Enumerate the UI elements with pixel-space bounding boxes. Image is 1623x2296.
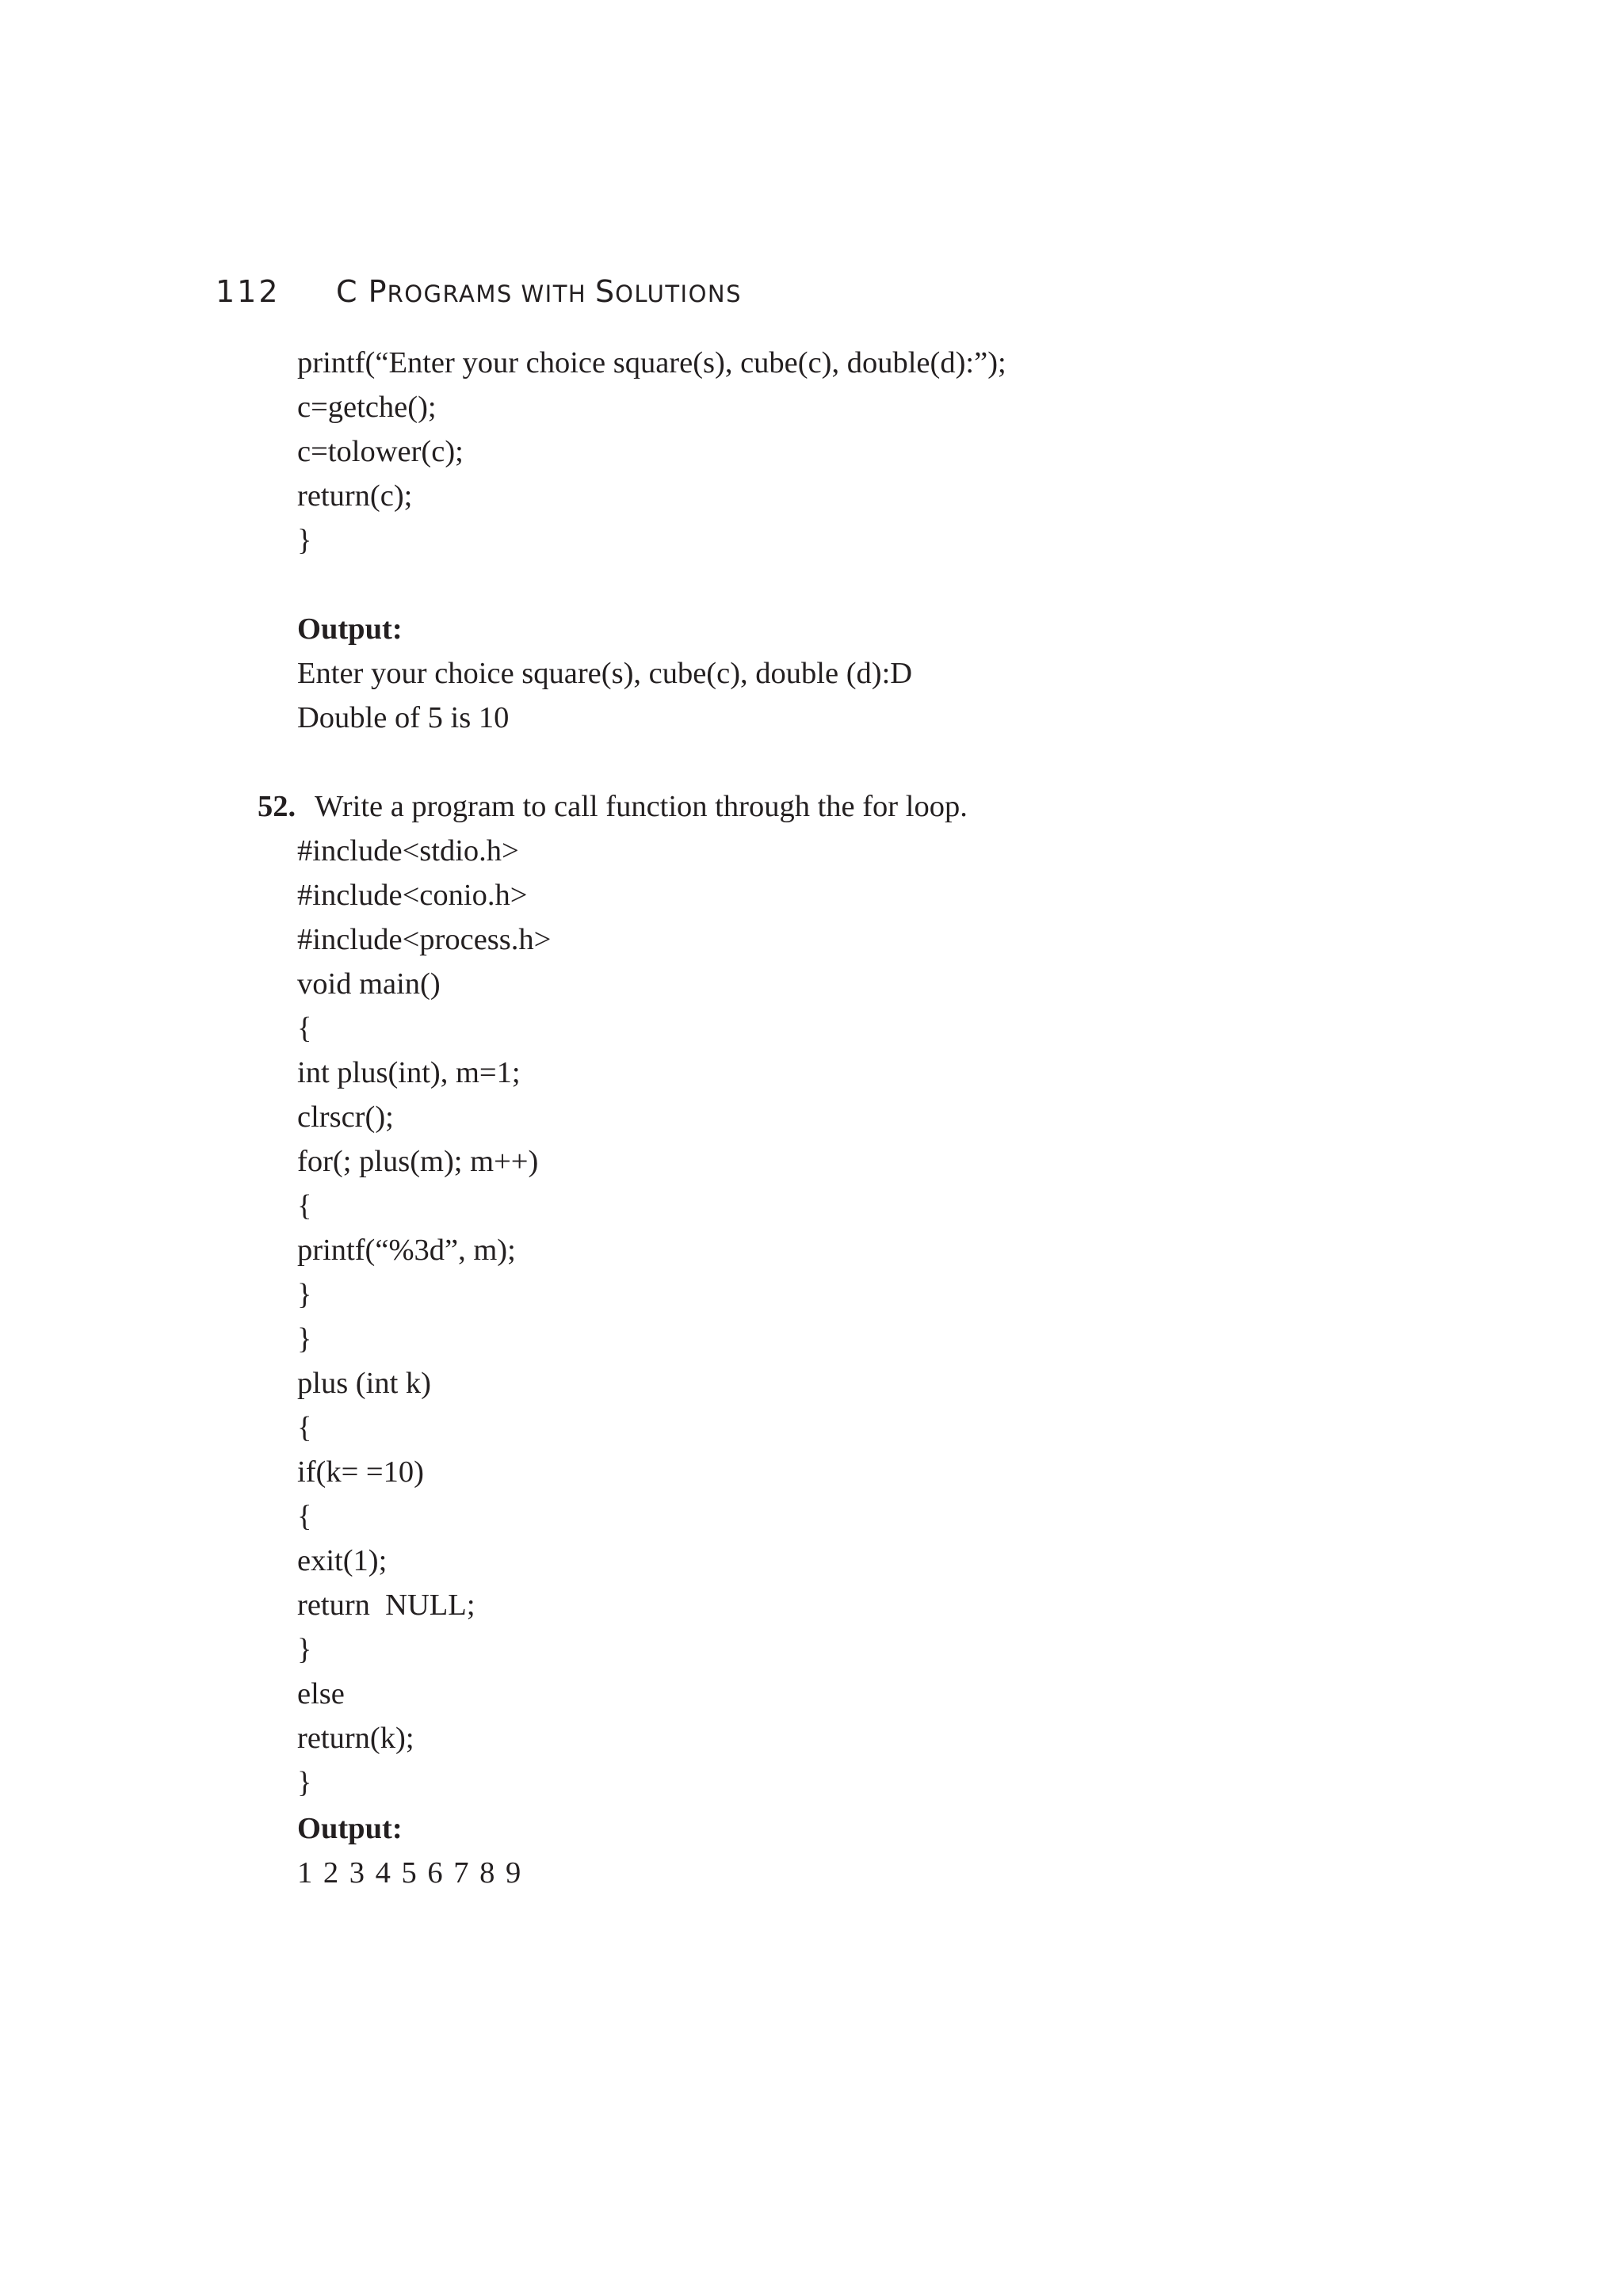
code-line: c=tolower(c);	[297, 435, 464, 468]
code-line: }	[297, 1322, 312, 1356]
code-block-52	[297, 829, 551, 1805]
book-title-part: S	[594, 274, 616, 309]
code-line: int plus(int), m=1;	[297, 1056, 521, 1089]
code-line: if(k= =10)	[297, 1455, 424, 1489]
book-title-part: ROGRAMS WITH	[387, 280, 595, 307]
book-title-part: C	[336, 274, 358, 309]
code-line: else	[297, 1677, 345, 1711]
code-line: #include<conio.h>	[297, 879, 528, 912]
code-line: return NULL;	[297, 1589, 475, 1622]
code-line: #include<process.h>	[297, 923, 552, 956]
book-title-part: P	[368, 274, 388, 309]
code-line: }	[297, 1633, 312, 1666]
code-line: }	[297, 1766, 312, 1799]
code-line: return(c);	[297, 479, 413, 513]
code-line: plus (int k)	[297, 1367, 431, 1400]
output-block-2	[297, 1806, 522, 1895]
output-heading: Output:	[297, 1812, 403, 1845]
book-title-part: OLUTIONS	[615, 280, 743, 307]
code-line: {	[297, 1500, 312, 1533]
output-line: Double of 5 is 10	[297, 701, 510, 734]
code-line: }	[297, 1278, 312, 1311]
code-line: {	[297, 1411, 312, 1444]
code-line: clrscr();	[297, 1100, 394, 1134]
code-line: void main()	[297, 967, 441, 1001]
code-line: return(k);	[297, 1722, 414, 1755]
code-line: #include<stdio.h>	[297, 834, 519, 868]
code-line: printf(“%3d”, m);	[297, 1234, 516, 1267]
code-line: {	[297, 1012, 312, 1045]
code-line: printf(“Enter your choice square(s), cube(c), double(d):”);	[297, 346, 1006, 379]
code-block-continued	[297, 341, 1006, 563]
output-line: Enter your choice square(s), cube(c), double (d):D	[297, 657, 913, 690]
book-title	[336, 274, 742, 309]
question-number: 52.	[258, 790, 296, 823]
output-line: 1 2 3 4 5 6 7 8 9	[297, 1856, 523, 1890]
output-heading: Output:	[297, 612, 403, 646]
code-line: c=getche();	[297, 391, 437, 424]
running-head	[216, 274, 742, 315]
output-block-1	[297, 607, 912, 740]
page-number: 112	[216, 274, 281, 309]
question-52	[258, 784, 968, 829]
code-line: {	[297, 1189, 312, 1222]
code-line: exit(1);	[297, 1544, 388, 1577]
code-line: for(; plus(m); m++)	[297, 1145, 539, 1178]
code-line: }	[297, 524, 312, 557]
question-text: Write a program to call function through the for loop.	[315, 790, 968, 823]
